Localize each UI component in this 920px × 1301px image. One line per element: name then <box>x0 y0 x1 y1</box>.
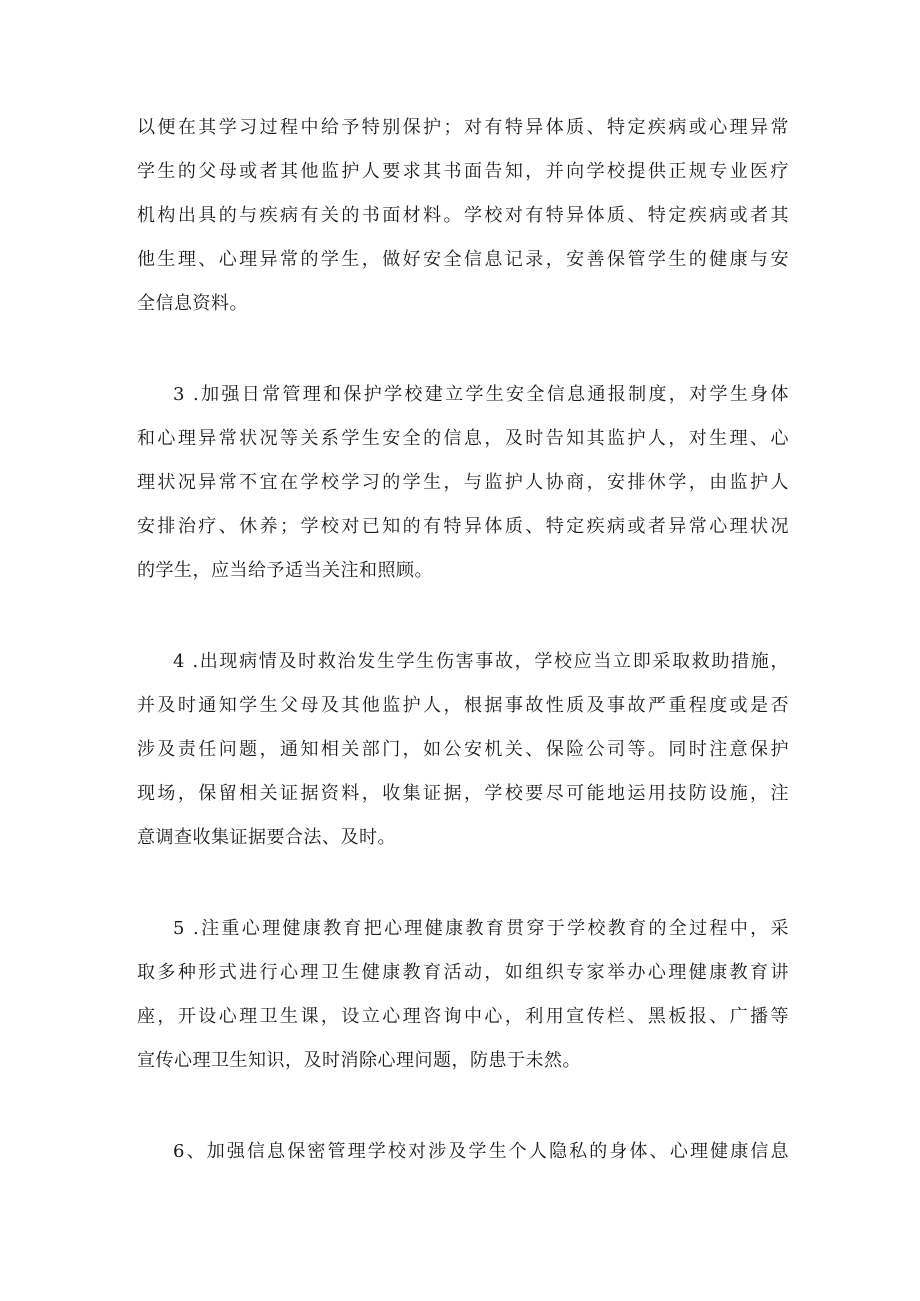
text-line: 意调查收集证据要合法、及时。 <box>137 827 396 848</box>
paragraph-item-3 <box>137 373 789 593</box>
text-line: 6、加强信息保密管理学校对涉及学生个人隐私的身体、心理健康信息 <box>173 1141 789 1162</box>
text-line: 安排治疗、休养；学校对已知的有特异体质、特定疾病或者异常心理状况 <box>137 516 789 537</box>
paragraph-item-5 <box>137 907 789 1083</box>
text-line: 取多种形式进行心理卫生健康教育活动，如组织专家举办心理健康教育讲 <box>137 962 789 983</box>
text-line: 座，开设心理卫生课，设立心理咨询中心，利用宣传栏、黑板报、广播等 <box>137 1006 789 1027</box>
paragraph-item-6 <box>137 1130 789 1174</box>
text-line: 并及时通知学生父母及其他监护人，根据事故性质及事故严重程度或是否 <box>137 695 789 716</box>
text-line: 和心理异常状况等关系学生安全的信息，及时告知其监护人，对生理、心 <box>137 428 789 449</box>
text-line: 3 .加强日常管理和保护学校建立学生安全信息通报制度，对学生身体 <box>173 384 789 405</box>
text-line: 4 .出现病情及时救治发生学生伤害事故，学校应当立即采取救助措施， <box>173 651 789 672</box>
paragraph-item-4 <box>137 640 789 860</box>
text-line: 的学生，应当给予适当关注和照顾。 <box>137 560 433 581</box>
document-page <box>137 106 789 1221</box>
text-line: 他生理、心理异常的学生，做好安全信息记录，安善保管学生的健康与安 <box>137 249 789 270</box>
text-line: 5 .注重心理健康教育把心理健康教育贯穿于学校教育的全过程中，采 <box>173 918 789 939</box>
text-line: 全信息资料。 <box>137 293 248 314</box>
text-line: 涉及责任问题，通知相关部门，如公安机关、保险公司等。同时注意保护 <box>137 739 789 760</box>
text-line: 宣传心理卫生知识，及时消除心理问题，防患于未然。 <box>137 1050 581 1071</box>
text-line: 现场，保留相关证据资料，收集证据，学校要尽可能地运用技防设施，注 <box>137 783 789 804</box>
text-line: 理状况异常不宜在学校学习的学生，与监护人协商，安排休学，由监护人 <box>137 472 789 493</box>
text-line: 以便在其学习过程中给予特别保护；对有特异体质、特定疾病或心理异常 <box>137 117 789 138</box>
text-line: 学生的父母或者其他监护人要求其书面告知，并向学校提供正规专业医疗 <box>137 161 789 182</box>
paragraph-continued-protection <box>137 106 789 326</box>
text-line: 机构出具的与疾病有关的书面材料。学校对有特异体质、特定疾病或者其 <box>137 205 789 226</box>
